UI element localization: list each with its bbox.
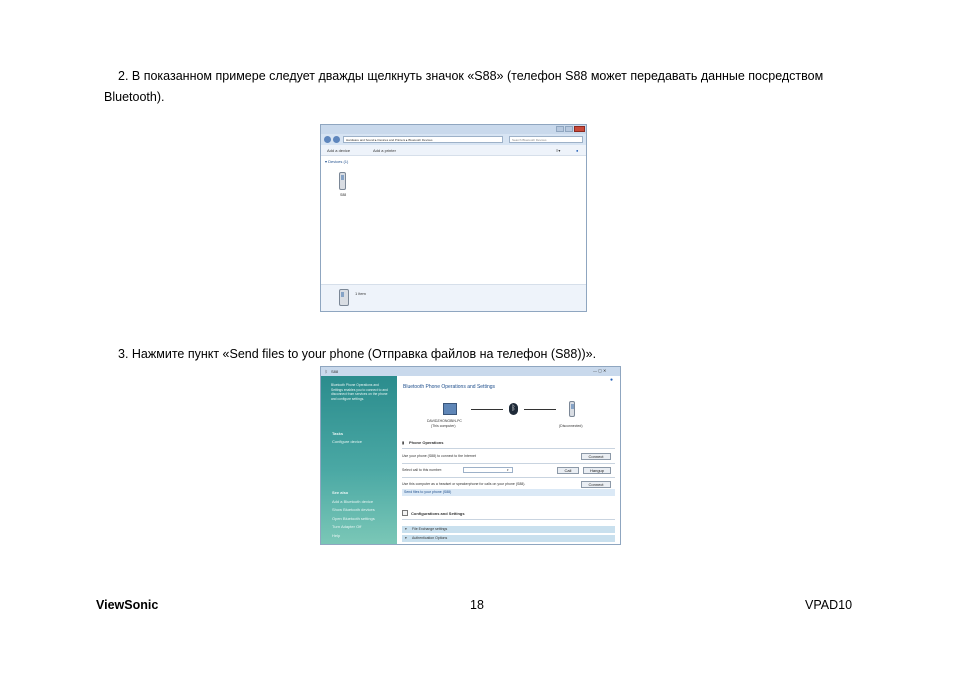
internet-option-text: Use your phone (S88) to connect to the Internet: [402, 454, 476, 458]
see-also-show-devices: Show Bluetooth devices: [332, 507, 375, 512]
phone-device-icon: [339, 172, 346, 190]
connection-line-right: [524, 409, 556, 410]
call-number-dropdown: [463, 467, 513, 473]
file-exchange-section: [402, 526, 615, 533]
view-icon: ≡▾: [556, 148, 561, 153]
see-also-add-device: Add a Bluetooth device: [332, 499, 374, 504]
add-printer-link: Add a printer: [373, 148, 396, 153]
call-button: Call: [557, 467, 579, 474]
status-device-icon: [339, 289, 349, 306]
back-icon: [324, 136, 331, 143]
forward-icon: [333, 136, 340, 143]
phone-icon: [569, 401, 575, 417]
footer-model: VPAD10: [805, 598, 853, 612]
config-icon: [402, 510, 408, 516]
explorer-window-screenshot: [320, 124, 587, 312]
authentication-section: [402, 535, 615, 542]
separator: [402, 519, 615, 520]
separator: [402, 477, 615, 478]
bluetooth-dialog-screenshot: [320, 366, 621, 545]
help-icon: ●: [610, 377, 614, 383]
hangup-button: Hangup: [583, 467, 611, 474]
address-text: Hardware and Sound ▸ Devices and Printers ▸ Bluetooth Devices: [346, 138, 433, 142]
expand-arrow-icon: ▾: [405, 527, 407, 531]
add-device-link: Add a device: [327, 148, 351, 153]
window-buttons-icon: — ▢ ✕: [593, 368, 607, 373]
window-title-bar: [321, 125, 586, 134]
send-files-link: Send files to your phone (S88): [404, 490, 452, 494]
expand-arrow-icon: ▾: [405, 536, 407, 540]
dialog-title: S88: [331, 369, 339, 374]
separator: [402, 463, 615, 464]
bluetooth-icon: ᛒ: [509, 403, 518, 415]
help-icon: ●: [576, 148, 579, 153]
footer-brand: ViewSonic: [96, 598, 159, 612]
search-placeholder: Search Bluetooth Devices: [512, 138, 547, 142]
dialog-heading: Bluetooth Phone Operations and Settings: [403, 384, 496, 390]
devices-group-label: ▾ Devices (1): [325, 159, 349, 164]
call-number-label: Select call to this number:: [402, 468, 443, 472]
task-configure-device: Configure device: [332, 439, 363, 444]
config-header: Configurations and Settings: [411, 511, 465, 516]
search-field: [509, 136, 583, 143]
task-sidebar: [321, 376, 397, 545]
computer-name: DAVIDZHONGBIN-PC: [427, 419, 462, 423]
minimize-icon: [556, 126, 564, 132]
dialog-main: [397, 376, 620, 545]
phone-ops-icon: ▮: [402, 440, 405, 445]
bluetooth-title-icon: ᛒ: [325, 369, 328, 374]
window-controls: [556, 126, 585, 133]
see-also-header: See also: [332, 490, 349, 495]
page-number: 18: [470, 598, 484, 612]
computer-status: (This computer): [431, 424, 456, 428]
phone-ops-header: Phone Operations: [409, 440, 444, 445]
authentication-label: Authentication Options: [412, 536, 448, 540]
step-3-text: 3. Нажмите пункт «Send files to your phone (Отправка файлов на телефон (S88))».: [118, 347, 597, 361]
see-also-help: Help: [332, 533, 341, 538]
command-bar: [321, 145, 586, 156]
file-exchange-label: File Exchange settings: [412, 527, 448, 531]
devices-group-text: Devices (1): [328, 159, 349, 164]
connect-internet-button: Connect: [581, 453, 611, 460]
send-files-row: [402, 489, 615, 496]
separator: [402, 448, 615, 449]
tasks-header: Tasks: [332, 431, 344, 436]
phone-status: (Disconnected): [559, 424, 583, 428]
see-also-turn-adapter-off: Turn Adapter Off: [332, 524, 362, 529]
see-also-open-settings: Open Bluetooth settings: [332, 516, 375, 521]
connection-line-left: [471, 409, 503, 410]
sidebar-intro: Bluetooth Phone Operations and Settings enables you to connect to and disconnect from services on the phone and configure settings.: [331, 383, 388, 401]
device-label: S88: [340, 193, 347, 197]
connect-headset-button: Connect: [581, 481, 611, 488]
dialog-title-bar: [321, 367, 620, 376]
headset-option-text: Use this computer as a headset or speakerphone for calls on your phone (S88).: [402, 482, 526, 486]
item-count: 1 item: [355, 291, 366, 296]
dropdown-arrow-icon: ▾: [507, 468, 509, 472]
computer-icon: [443, 403, 457, 415]
maximize-icon: [565, 126, 573, 132]
status-bar: [321, 284, 586, 311]
close-icon: [574, 126, 585, 132]
address-field: [343, 136, 503, 143]
step-2-text: 2. В показанном примере следует дважды щелкнуть значок «S88» (телефон S88 может передавать данные посредством Bluetooth).: [104, 69, 824, 104]
